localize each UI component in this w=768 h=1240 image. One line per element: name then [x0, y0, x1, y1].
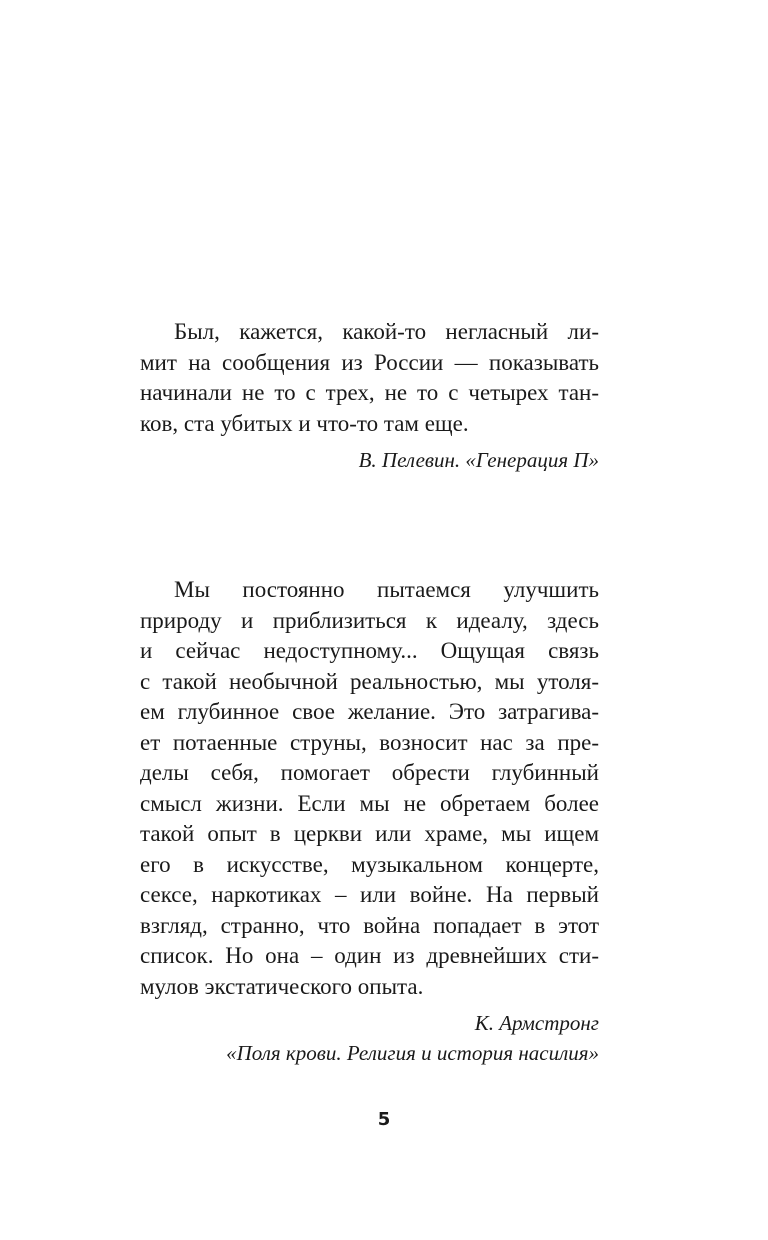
epigraph-line: делы себя, помогает обрести глубинный	[140, 760, 599, 785]
epigraph-line: такой опыт в церкви или храме, мы ищем	[140, 821, 599, 846]
epigraph-armstrong	[140, 575, 599, 1068]
epigraph-line: и сейчас недоступному... Ощущая связь	[140, 638, 599, 663]
epigraph-line: ем глубинное свое желание. Это затрагива-	[140, 699, 599, 724]
epigraph-attribution-title: «Поля крови. Религия и история насилия»	[226, 1041, 599, 1065]
epigraph-line: ет потаенные струны, возносит нас за пре-	[140, 729, 599, 755]
epigraph-line: природу и приблизиться к идеалу, здесь	[140, 607, 599, 633]
epigraph-line: взгляд, странно, что война попадает в этот	[140, 912, 599, 938]
epigraph-line: с такой необычной реальностью, мы утоля-	[140, 668, 599, 694]
epigraph-line: сексе, наркотиках – или войне. На первый	[140, 882, 599, 907]
epigraph-line: смысл жизни. Если мы не обретаем более	[140, 790, 599, 816]
epigraph-line: мит на сообщения из России — показывать	[140, 349, 599, 375]
epigraph-attribution-author: К. Армстронг	[474, 1011, 599, 1035]
epigraph-line: начинали не то с трех, не то с четырех тан-	[140, 380, 599, 405]
page-number: 5	[377, 1109, 391, 1130]
epigraph-line: список. Но она – один из древнейших сти-	[140, 943, 599, 968]
epigraph-line: мулов экстатического опыта.	[140, 973, 424, 999]
epigraph-line: ков, ста убитых и что-то там еще.	[140, 410, 469, 436]
epigraph-line: Мы постоянно пытаемся улучшить	[174, 577, 599, 602]
epigraph-line: его в искусстве, музыкальном концерте,	[140, 851, 599, 877]
epigraph-line: Был, кажется, какой-то негласный ли-	[174, 319, 599, 344]
epigraph-attribution: В. Пелевин. «Генерация П»	[358, 448, 599, 472]
epigraph-pelevin	[140, 317, 599, 475]
